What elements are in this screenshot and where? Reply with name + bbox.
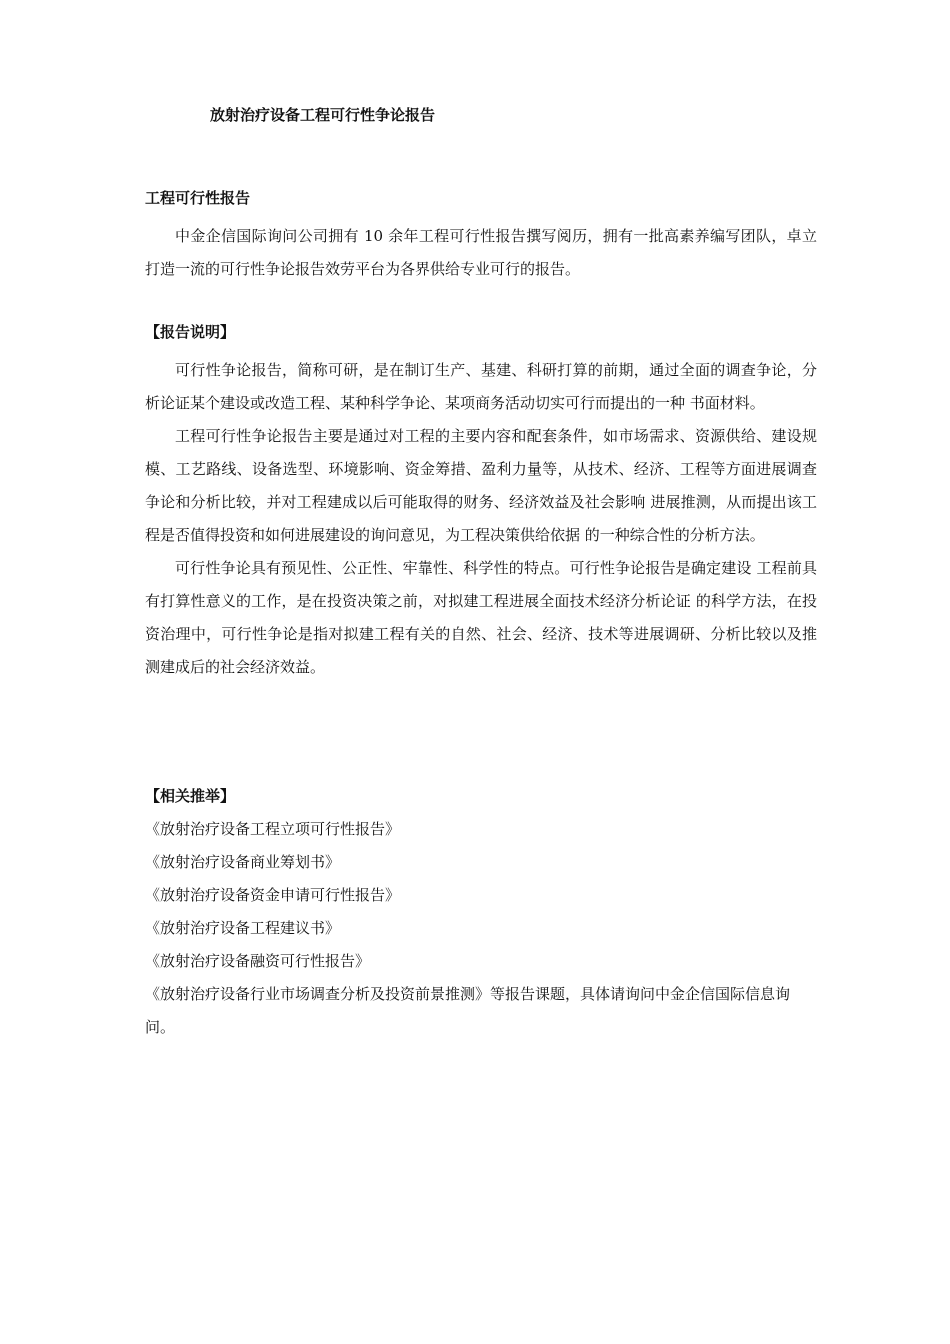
related-heading: 【相关推举】	[145, 787, 236, 805]
related-section	[145, 786, 817, 1044]
related-list-item: 《放射治疗设备资金申请可行性报告》	[145, 886, 401, 904]
related-list-item: 《放射治疗设备融资可行性报告》	[145, 952, 371, 970]
description-paragraph: 工程可行性争论报告主要是通过对工程的主要内容和配套条件，如市场需求、资源供给、建设规模、工艺路线、设备选型、环境影响、资金筹措、盈利力量等，从技术、经济、工程等方面进展调查争论和分析比较，并对工程建成以后可能取得的财务、经济效益及社会影响 进展推测，从而提出该工程是否值得投资和如何进展建设的询问意见，为工程决策供给依据 的一种综合性的分析方法。	[145, 427, 817, 544]
report-description-section	[145, 322, 817, 684]
related-list-item: 《放射治疗设备工程立项可行性报告》	[145, 820, 401, 838]
related-list	[145, 813, 817, 1044]
related-list-item: 《放射治疗设备工程建议书》	[145, 919, 341, 937]
intro-section	[145, 188, 817, 286]
intro-paragraph: 中金企信国际询问公司拥有 10 余年工程可行性报告撰写阅历，拥有一批高素养编写团队，卓立打造一流的可行性争论报告效劳平台为各界供给专业可行的报告。	[145, 227, 817, 278]
description-paragraph: 可行性争论具有预见性、公正性、牢靠性、科学性的特点。可行性争论报告是确定建设 工程前具有打算性意义的工作，是在投资决策之前，对拟建工程进展全面技术经济分析论证 的科学方法，在投资治理中，可行性争论是指对拟建工程有关的自然、社会、经济、技术等进展调研、分析比较以及推测建成后的社会经济效益。	[145, 559, 817, 676]
description-paragraph: 可行性争论报告，简称可研，是在制订生产、基建、科研打算的前期，通过全面的调查争论，分析论证某个建设或改造工程、某种科学争论、某项商务活动切实可行而提出的一种 书面材料。	[145, 361, 817, 412]
document-title: 放射治疗设备工程可行性争论报告	[210, 106, 436, 124]
report-description-heading: 【报告说明】	[145, 323, 236, 341]
related-list-item: 《放射治疗设备行业市场调查分析及投资前景推测》等报告课题，具体请询问中金企信国际信息询问。	[145, 985, 791, 1036]
intro-heading: 工程可行性报告	[145, 189, 251, 207]
related-list-item: 《放射治疗设备商业筹划书》	[145, 853, 341, 871]
